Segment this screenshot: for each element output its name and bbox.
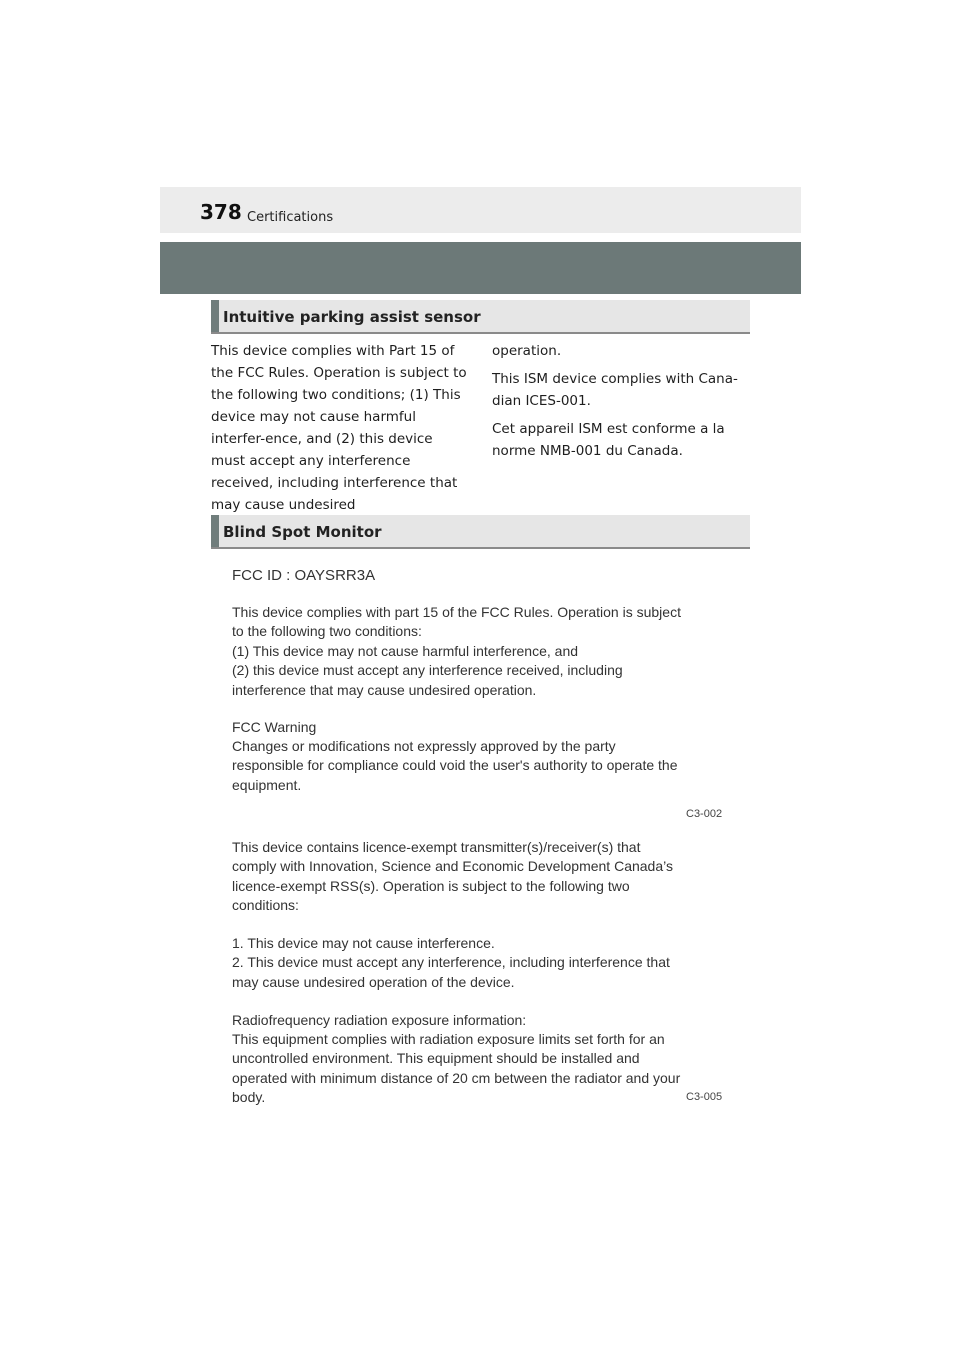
label-code: C3-002	[686, 808, 723, 820]
ised-intro-text: This device contains licence-exempt transmitter(s)/receiver(s) that comply with Innovation, Science and Economic Development Canada’s licence-exempt RSS(s). Operation is subject to the following two conditions:	[232, 839, 673, 914]
section-heading-blind-spot-monitor	[211, 515, 750, 549]
page-section-title: Certifications	[247, 210, 334, 225]
chapter-band	[160, 242, 801, 294]
fcc-warning-title: FCC Warning	[232, 719, 317, 735]
parking-fcc-paragraph: This device complies with Part 15 of the FCC Rules. Operation is subject to the following two conditions; (1) This device may not cause harmful interfer-ence, and (2) this device must accept any interference received, including interference that may cause undesired	[211, 343, 467, 513]
parking-paragraph-continuation: operation.	[492, 343, 562, 359]
page-number: 378	[200, 200, 242, 224]
fcc-rules-text: This device complies with part 15 of the FCC Rules. Operation is subject to the following two conditions: (1) This device may not cause harmful interference, and (2) this device must accept any interference received, including interference that may cause undesired operation.	[232, 604, 681, 698]
heading-accent-bar	[211, 300, 219, 332]
parking-left-column	[211, 340, 469, 522]
fcc-warning-text: Changes or modifications not expressly approved by the party responsible for compliance could void the user's authority to operate the equipment.	[232, 738, 678, 793]
parking-ices-paragraph: This ISM device complies with Cana-dian ICES-001.	[492, 371, 738, 409]
section-title: Blind Spot Monitor	[223, 523, 382, 541]
rf-exposure-text: This equipment complies with radiation exposure limits set forth for an uncontrolled environment. This equipment should be installed and operated with minimum distance of 20 cm between the radiator and your body.	[232, 1031, 681, 1106]
section-title: Intuitive parking assist sensor	[223, 308, 481, 326]
rf-exposure-title: Radiofrequency radiation exposure information:	[232, 1012, 527, 1028]
heading-accent-bar	[211, 515, 219, 547]
section-heading-parking-sensor	[211, 300, 750, 334]
fcc-id: FCC ID : OAYSRR3A	[232, 567, 376, 584]
ised-conditions-text: 1. This device may not cause interference. 2. This device must accept any interference, including interference that may cause undesired operation of the device.	[232, 935, 670, 990]
parking-nmb-paragraph: Cet appareil ISM est conforme a la norme NMB-001 du Canada.	[492, 421, 725, 459]
label-code: C3-005	[686, 1091, 723, 1103]
parking-right-column	[492, 340, 750, 468]
